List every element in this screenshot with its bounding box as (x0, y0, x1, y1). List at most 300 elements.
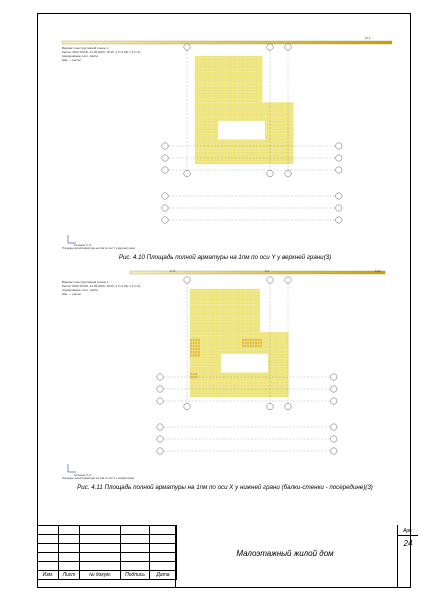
cell (278, 134, 280, 137)
cell (193, 367, 195, 370)
cell (203, 373, 205, 376)
cell (245, 305, 247, 308)
cell (216, 161, 218, 164)
cell (270, 127, 272, 130)
cell (242, 391, 244, 394)
cell (229, 93, 231, 96)
cell (242, 323, 244, 326)
cell (208, 382, 210, 385)
cell (289, 137, 291, 140)
cell (229, 348, 231, 351)
cell (252, 68, 254, 71)
cell (252, 391, 254, 394)
cell (211, 298, 213, 301)
cell (208, 342, 210, 345)
cell (200, 298, 202, 301)
cell (205, 140, 207, 143)
cell (245, 295, 247, 298)
cell (252, 65, 254, 68)
cell (245, 298, 247, 301)
cell (205, 103, 207, 106)
cell (257, 87, 259, 90)
cell (283, 146, 285, 149)
cell (203, 314, 205, 317)
cell (221, 65, 223, 68)
cell (198, 75, 200, 78)
cell (239, 56, 241, 59)
cell (218, 161, 220, 164)
cell (255, 90, 257, 93)
cell (200, 336, 202, 339)
cell (239, 99, 241, 102)
cell (258, 332, 260, 335)
cell (244, 103, 246, 106)
cell (200, 115, 202, 118)
cell (221, 78, 223, 81)
cell (271, 357, 273, 360)
cell (276, 382, 278, 385)
cell (198, 127, 200, 130)
cell (250, 146, 252, 149)
cell (273, 342, 275, 345)
cell (206, 367, 208, 370)
axis-marker-right (336, 193, 342, 199)
cell (205, 68, 207, 71)
cell (211, 127, 213, 130)
cell (198, 149, 200, 152)
cell (211, 357, 213, 360)
cell (198, 388, 200, 391)
cell (278, 351, 280, 354)
cell (195, 323, 197, 326)
cell (208, 65, 210, 68)
cell (208, 317, 210, 320)
cell (237, 323, 239, 326)
cell (224, 391, 226, 394)
cell (289, 140, 291, 143)
cell (232, 382, 234, 385)
cell (252, 59, 254, 62)
cell (245, 379, 247, 382)
cell (242, 90, 244, 93)
cell (206, 317, 208, 320)
cell (247, 308, 249, 311)
cell (211, 394, 213, 397)
cell (239, 152, 241, 155)
cell (205, 124, 207, 127)
cell (289, 134, 291, 137)
cell (224, 81, 226, 84)
cell (247, 323, 249, 326)
cell (208, 137, 210, 140)
cell (211, 75, 213, 78)
cell (237, 391, 239, 394)
cell (226, 351, 228, 354)
cell (252, 336, 254, 339)
cell (247, 292, 249, 295)
cell (213, 305, 215, 308)
cell (224, 65, 226, 68)
cell (244, 59, 246, 62)
cell (195, 143, 197, 146)
cell (284, 339, 286, 342)
cell (255, 320, 257, 323)
cell (205, 78, 207, 81)
axis-marker-left (162, 143, 168, 149)
cell (234, 314, 236, 317)
cell (260, 149, 262, 152)
cell (237, 336, 239, 339)
cell (200, 90, 202, 93)
cell (231, 143, 233, 146)
cell (247, 345, 249, 348)
cell (255, 81, 257, 84)
cell (224, 373, 226, 376)
cell (218, 96, 220, 99)
cell (244, 106, 246, 109)
cell (213, 314, 215, 317)
cell (195, 382, 197, 385)
cell (195, 332, 197, 335)
cell (247, 115, 249, 118)
cell (276, 351, 278, 354)
cell (229, 118, 231, 121)
cell (208, 301, 210, 304)
cell (229, 351, 231, 354)
cell (234, 115, 236, 118)
cell (208, 308, 210, 311)
cell (216, 388, 218, 391)
cell (206, 329, 208, 332)
cell (226, 99, 228, 102)
cell (195, 75, 197, 78)
cell (252, 317, 254, 320)
sheet-box (397, 525, 418, 588)
cell (229, 336, 231, 339)
cell (193, 351, 195, 354)
axis-marker-left (162, 193, 168, 199)
cell (211, 68, 213, 71)
cell (195, 320, 197, 323)
cell (252, 87, 254, 90)
cell (200, 72, 202, 75)
cell (255, 149, 257, 152)
axis-marker-bottom (184, 170, 190, 176)
cell (224, 118, 226, 121)
cell (211, 140, 213, 143)
cell (219, 388, 221, 391)
cell (271, 354, 273, 357)
cell (237, 314, 239, 317)
cell (195, 109, 197, 112)
cell (252, 326, 254, 329)
cell (208, 56, 210, 59)
cell (208, 367, 210, 370)
cell (257, 155, 259, 158)
cell (270, 109, 272, 112)
cell (258, 385, 260, 388)
cell (250, 87, 252, 90)
cell (273, 124, 275, 127)
cell (226, 90, 228, 93)
cell (271, 388, 273, 391)
cell (260, 391, 262, 394)
cell (203, 96, 205, 99)
cell (203, 109, 205, 112)
cell (221, 308, 223, 311)
cell (257, 81, 259, 84)
cell (247, 301, 249, 304)
cell (250, 289, 252, 292)
cell (250, 62, 252, 65)
cell (198, 370, 200, 373)
cell (255, 329, 257, 332)
cell (245, 289, 247, 292)
cell (195, 103, 197, 106)
cell (195, 56, 197, 59)
cell (242, 388, 244, 391)
cell (255, 84, 257, 87)
cell (213, 84, 215, 87)
cell (224, 332, 226, 335)
cell (245, 317, 247, 320)
cell (270, 106, 272, 109)
cell (265, 394, 267, 397)
cell (216, 357, 218, 360)
cell (255, 305, 257, 308)
cell (211, 149, 213, 152)
cell (234, 103, 236, 106)
cell (190, 348, 192, 351)
cell (213, 348, 215, 351)
cell (237, 289, 239, 292)
cell (281, 391, 283, 394)
cell (190, 388, 192, 391)
cell (265, 103, 267, 106)
cell (211, 106, 213, 109)
cell (218, 149, 220, 152)
cell (224, 112, 226, 115)
cell (239, 351, 241, 354)
cell (229, 292, 231, 295)
cell (260, 146, 262, 149)
cell (195, 90, 197, 93)
cell (203, 99, 205, 102)
cell (200, 388, 202, 391)
cell (268, 143, 270, 146)
cell (271, 379, 273, 382)
cell (234, 152, 236, 155)
cell (213, 332, 215, 335)
cell (229, 311, 231, 314)
cell (216, 72, 218, 75)
cell (283, 140, 285, 143)
cell (193, 357, 195, 360)
cell (200, 370, 202, 373)
axis-marker-bottom (267, 403, 273, 409)
cell (247, 149, 249, 152)
cell (268, 155, 270, 158)
cell (206, 305, 208, 308)
cell (213, 149, 215, 152)
cell (211, 295, 213, 298)
cell (224, 146, 226, 149)
cell (229, 342, 231, 345)
cell (208, 295, 210, 298)
cell (216, 115, 218, 118)
cell (216, 118, 218, 121)
cell (226, 78, 228, 81)
cell (231, 115, 233, 118)
cell (252, 62, 254, 65)
cell (203, 62, 205, 65)
cell (216, 62, 218, 65)
cell (221, 72, 223, 75)
cell (237, 373, 239, 376)
cell (252, 99, 254, 102)
cell (281, 367, 283, 370)
cell (200, 96, 202, 99)
cell (271, 391, 273, 394)
cell (263, 152, 265, 155)
cell (226, 109, 228, 112)
cell (234, 146, 236, 149)
cell (213, 115, 215, 118)
cell (213, 301, 215, 304)
cell (208, 323, 210, 326)
cell (247, 93, 249, 96)
cell (229, 382, 231, 385)
cell (242, 308, 244, 311)
cell (231, 81, 233, 84)
cell (229, 329, 231, 332)
cell (276, 124, 278, 127)
cell (232, 342, 234, 345)
cell (242, 339, 244, 342)
axis-marker-top (184, 277, 190, 283)
cell (193, 305, 195, 308)
cell (218, 84, 220, 87)
cell (224, 149, 226, 152)
cell (190, 351, 192, 354)
cell (273, 367, 275, 370)
cell (252, 96, 254, 99)
cell (283, 152, 285, 155)
cell (203, 348, 205, 351)
cell (247, 311, 249, 314)
cell (198, 317, 200, 320)
cell (193, 360, 195, 363)
cell (231, 118, 233, 121)
cell (244, 72, 246, 75)
cell (244, 81, 246, 84)
cell (237, 308, 239, 311)
cell (200, 292, 202, 295)
figure-2-caption: Рис. 4.11 Площадь полной арматуры на 1пм по оси X у нижней грани (балки-стенки - посередине)(3) (77, 484, 373, 491)
cell (283, 137, 285, 140)
column-label: Изм. (38, 571, 59, 580)
cell (281, 339, 283, 342)
cell (245, 348, 247, 351)
cell (211, 134, 213, 137)
cell (216, 314, 218, 317)
cell (219, 320, 221, 323)
cell (281, 115, 283, 118)
cell (260, 109, 262, 112)
cell (229, 305, 231, 308)
cell (231, 93, 233, 96)
cell (247, 342, 249, 345)
cell (219, 342, 221, 345)
cell (190, 298, 192, 301)
cell (265, 382, 267, 385)
cell (190, 373, 192, 376)
cell (258, 379, 260, 382)
cell (213, 388, 215, 391)
cell (242, 305, 244, 308)
cell (198, 394, 200, 397)
cell (216, 339, 218, 342)
cell (208, 149, 210, 152)
cell (255, 345, 257, 348)
cell (260, 382, 262, 385)
cell (281, 152, 283, 155)
cell (255, 158, 257, 161)
cell (193, 342, 195, 345)
cell (263, 394, 265, 397)
cell (224, 292, 226, 295)
cell (208, 68, 210, 71)
cell (211, 118, 213, 121)
header-line: Шаг — расчет (62, 292, 82, 296)
cell (255, 339, 257, 342)
figure-1-header (62, 46, 140, 62)
cell (237, 339, 239, 342)
cell (190, 320, 192, 323)
cell (219, 295, 221, 298)
cell (273, 137, 275, 140)
cell (203, 391, 205, 394)
cell (239, 87, 241, 90)
cell (239, 140, 241, 143)
cell (273, 354, 275, 357)
cell (198, 96, 200, 99)
sheet-label: Арк. (403, 528, 413, 534)
cell (291, 161, 293, 164)
cell (242, 68, 244, 71)
cell (242, 301, 244, 304)
cell (234, 96, 236, 99)
cell (198, 81, 200, 84)
revision-table (37, 525, 177, 580)
cell (265, 385, 267, 388)
cell (250, 351, 252, 354)
cell (237, 329, 239, 332)
cell (268, 118, 270, 121)
cell (244, 115, 246, 118)
cell (247, 305, 249, 308)
cell (239, 317, 241, 320)
cell (276, 391, 278, 394)
cell (263, 391, 265, 394)
cell (252, 112, 254, 115)
column-label: Подпись (121, 571, 150, 580)
cell (281, 124, 283, 127)
axis-marker-top (267, 277, 273, 283)
cell (255, 379, 257, 382)
cell (195, 155, 197, 158)
cell (216, 90, 218, 93)
